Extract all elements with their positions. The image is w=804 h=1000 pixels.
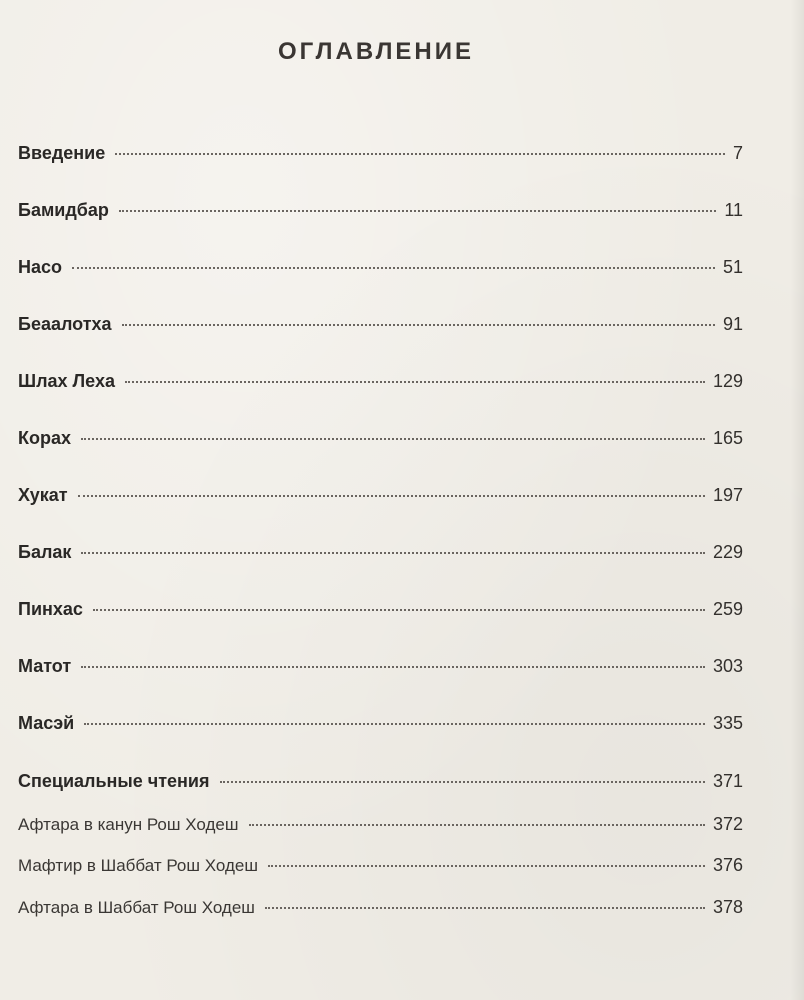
toc-entry-label: Матот (18, 656, 72, 676)
dot-leader (81, 438, 705, 440)
toc-entry-beaalotcha[interactable] (18, 314, 743, 335)
page-edge-shadow (790, 0, 804, 1000)
toc-entry-page: 371 (712, 771, 743, 791)
dot-leader (72, 267, 715, 269)
toc-entry-chukat[interactable] (18, 485, 743, 506)
toc-entry-page: 7 (732, 143, 743, 163)
toc-subentry-label: Афтара в канун Рош Ходеш (18, 815, 239, 834)
toc-entry-naso[interactable] (18, 257, 743, 278)
toc-entry-page: 229 (712, 542, 743, 562)
toc-entry-label: Балак (18, 542, 72, 562)
toc-entry-label: Беаалотха (18, 314, 112, 334)
toc-entry-balak[interactable] (18, 542, 743, 563)
toc-entry-matot[interactable] (18, 656, 743, 677)
dot-leader (81, 666, 705, 668)
toc-entry-label: Шлах Леха (18, 371, 115, 391)
toc-entry-page: 259 (712, 599, 743, 619)
toc-entry-label: Пинхас (18, 599, 83, 619)
toc-entry-label: Насо (18, 257, 63, 277)
toc-subentry-page: 376 (712, 855, 743, 875)
toc-entry-page: 129 (712, 371, 743, 391)
toc-subentry-label: Мафтир в Шаббат Рош Ходеш (18, 856, 258, 875)
toc-subentry-haftarah-erev-rosh-chodesh[interactable] (18, 814, 743, 835)
toc-entry-korach[interactable] (18, 428, 743, 449)
dot-leader (122, 324, 715, 326)
toc-entry-label: Хукат (18, 485, 68, 505)
toc-entry-introduction[interactable] (18, 143, 743, 164)
dot-leader (81, 552, 705, 554)
toc-entry-page: 51 (722, 257, 743, 277)
toc-entry-bamidbar[interactable] (18, 200, 743, 221)
dot-leader (265, 907, 705, 909)
toc-entry-special-readings[interactable] (18, 771, 743, 792)
toc-entry-masei[interactable] (18, 713, 743, 734)
toc-entry-label: Специальные чтения (18, 771, 210, 791)
page-title: ОГЛАВЛЕНИЕ (277, 38, 475, 65)
dot-leader (249, 824, 705, 826)
toc-entry-page: 303 (712, 656, 743, 676)
toc-entry-shlach-lecha[interactable] (18, 371, 743, 392)
toc-entry-label: Бамидбар (18, 200, 109, 220)
toc-entry-page: 165 (712, 428, 743, 448)
toc-subentry-haftarah-shabbat-rosh-chodesh[interactable] (18, 897, 743, 918)
toc-entry-page: 197 (712, 485, 743, 505)
toc-entry-page: 11 (724, 200, 743, 220)
dot-leader (268, 865, 705, 867)
dot-leader (115, 153, 725, 155)
dot-leader (220, 781, 705, 783)
toc-entry-label: Корах (18, 428, 71, 448)
dot-leader (78, 495, 705, 497)
dot-leader (84, 723, 705, 725)
toc-entry-label: Масэй (18, 713, 75, 733)
toc-entry-page: 91 (722, 314, 743, 334)
dot-leader (125, 381, 705, 383)
toc-subentry-page: 372 (712, 814, 743, 834)
toc-entry-page: 335 (712, 713, 743, 733)
dot-leader (93, 609, 705, 611)
toc-entry-label: Введение (18, 143, 106, 163)
dot-leader (119, 210, 716, 212)
toc-subentry-label: Афтара в Шаббат Рош Ходеш (18, 898, 255, 917)
toc-subentry-maftir-shabbat-rosh-chodesh[interactable] (18, 855, 743, 876)
toc-entry-pinchas[interactable] (18, 599, 743, 620)
toc-subentry-page: 378 (712, 897, 743, 917)
